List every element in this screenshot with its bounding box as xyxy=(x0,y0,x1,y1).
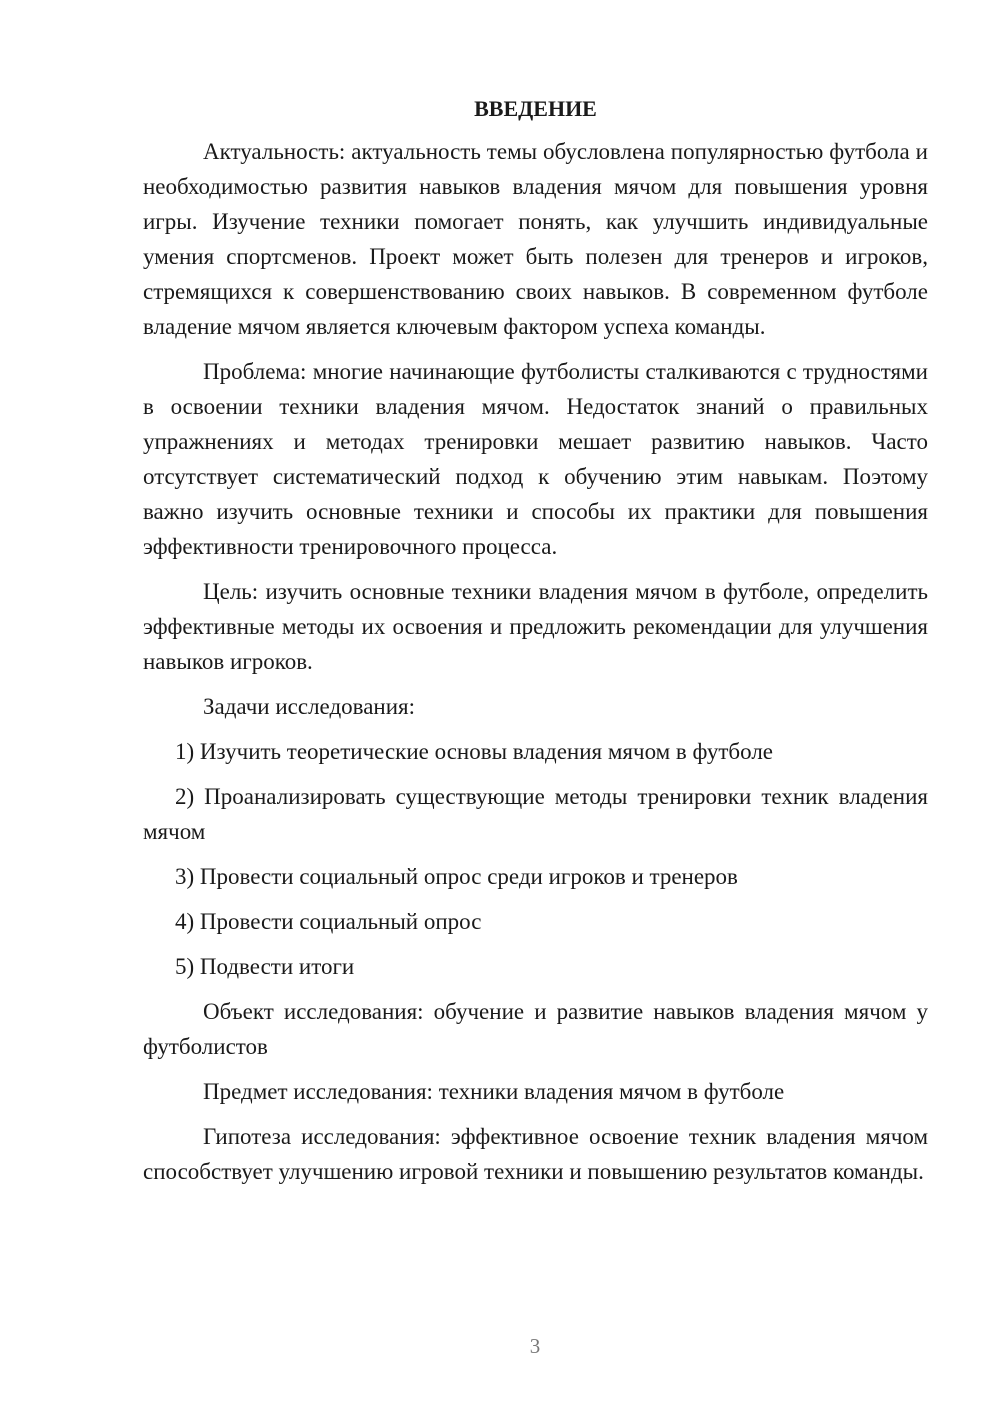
section-heading: ВВЕДЕНИЕ xyxy=(474,96,597,121)
task-item-2: 2) Проанализировать существующие методы тренировки техник владения мячом xyxy=(143,784,928,844)
task-item-4: 4) Провести социальный опрос xyxy=(175,909,482,934)
paragraph-subject: Предмет исследования: техники владения мячом в футболе xyxy=(203,1079,785,1104)
paragraph-relevance: Актуальность: актуальность темы обусловлена популярностью футбола и необходимостью развития навыков владения мячом для повышения уровня игры. Изучение техники помогает понять, как улучшить индивидуальные умения спортсменов. Проект может быть полезен для тренеров и игроков, стремящихся к совершенствованию своих навыков. В современном футболе владение мячом является ключевым фактором успеха команды. xyxy=(143,139,928,339)
paragraph-problem: Проблема: многие начинающие футболисты сталкиваются с трудностями в освоении техники владения мячом. Недостаток знаний о правильных упражнениях и методах тренировки мешает развитию навыков. Часто отсутствует систематический подход к обучению этим навыкам. Поэтому важно изучить основные техники и способы их практики для повышения эффективности тренировочного процесса. xyxy=(143,359,928,559)
paragraph-goal: Цель: изучить основные техники владения мячом в футболе, определить эффективные методы их освоения и предложить рекомендации для улучшения навыков игроков. xyxy=(143,579,928,674)
page-content xyxy=(143,92,928,1199)
paragraph-object: Объект исследования: обучение и развитие навыков владения мячом у футболистов xyxy=(143,999,928,1059)
tasks-list xyxy=(143,734,928,984)
paragraph-hypothesis: Гипотеза исследования: эффективное освоение техник владения мячом способствует улучшению игровой техники и повышению результатов команды. xyxy=(143,1124,928,1184)
task-item-3: 3) Провести социальный опрос среди игроков и тренеров xyxy=(175,864,738,889)
page-number: 3 xyxy=(529,1334,541,1358)
task-item-5: 5) Подвести итоги xyxy=(175,954,355,979)
task-item-1: 1) Изучить теоретические основы владения мячом в футболе xyxy=(175,739,774,764)
tasks-title: Задачи исследования: xyxy=(203,694,416,719)
